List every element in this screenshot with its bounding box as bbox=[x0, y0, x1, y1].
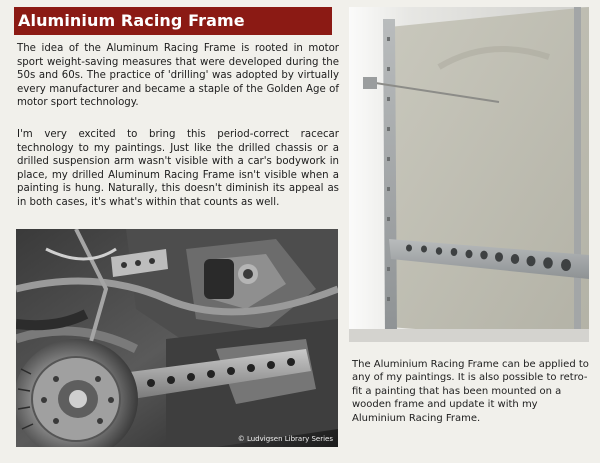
page-title: Aluminium Racing Frame bbox=[14, 7, 332, 35]
aluminium-frame-photo bbox=[349, 7, 589, 342]
drilled-chassis-illustration bbox=[16, 229, 338, 447]
description-paragraph: I'm very excited to bring this period-correct racecar technology to my paintings. Just like the drilled chassis or a drilled suspension arm wasn't visible with a car's bodywork in place, my drilled Aluminum Racing Frame isn't visible when a painting is hung. Naturally, this doesn't diminish its appeal as in both cases, it's what's within that counts as well. bbox=[17, 129, 339, 208]
aluminium-frame-illustration bbox=[349, 7, 589, 342]
frame-caption: The Aluminium Racing Frame can be applied to any of my paintings. It is also possible to retro-fit a painting that has been mounted on a wooden frame and update it with my Aluminium Racing Frame. bbox=[352, 359, 589, 424]
drilled-chassis-photo bbox=[16, 229, 338, 447]
photo-credit: © Ludvigsen Library Series bbox=[237, 435, 333, 443]
intro-paragraph: The idea of the Aluminum Racing Frame is rooted in motor sport weight-saving measures that were developed during the 50s and 60s. The practice of 'drilling' was adopted by virtually every manufacturer and became a staple of the Golden Age of motor sport technology. bbox=[17, 43, 339, 109]
